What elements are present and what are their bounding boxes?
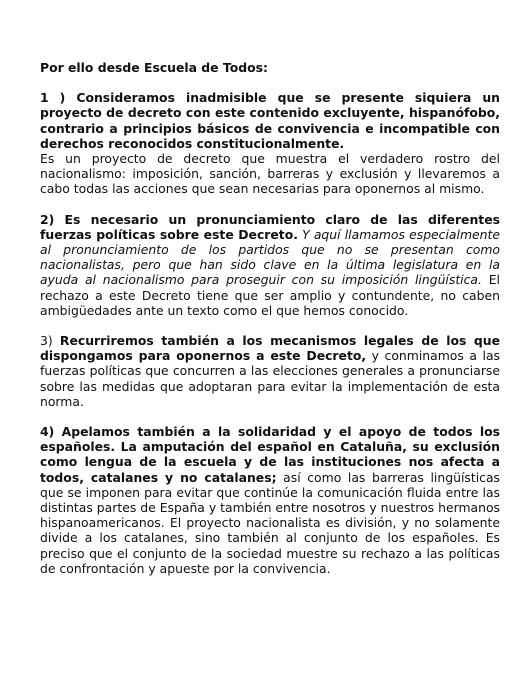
point-3-bold-text: Recurriremos también a los mecanismos legales de los que dispongamos para oponernos a este Decreto, bbox=[40, 333, 500, 364]
point-3 bbox=[40, 333, 500, 409]
point-1-body-text: Es un proyecto de decreto que muestra el verdadero rostro del nacionalismo: imposición, sanción, barreras y exclusión y llevaremos a cabo todas las acciones que sean necesarias para oponernos al mismo. bbox=[40, 151, 500, 197]
point-2 bbox=[40, 212, 500, 318]
point-3-prefix: 3) bbox=[40, 333, 53, 349]
point-2-italic-text: Y aquí llamamos especialmente al pronunciamiento de los partidos que no se presentan como nacionalistas, pero que han sido clave en la última legislatura en la ayuda al nacionalismo para proseguir con su imposición lingüística. bbox=[40, 226, 500, 288]
point-2-body-text: El rechazo a este Decreto tiene que ser amplio y contundente, no caben ambigüedades ante un texto como el que hemos conocido. bbox=[40, 272, 500, 318]
point-4 bbox=[40, 424, 500, 576]
point-3-body-text: y conminamos a las fuerzas políticas que concurren a las elecciones generales a pronunciarse sobre las medidas que adoptaran para evitar la implementación de esta norma. bbox=[40, 348, 501, 409]
point-4-body-text: así como las barreras lingüísticas que se imponen para evitar que continúe la comunicación fluida entre las distintas partes de España y también entre nosotros y nuestros hermanos hispanoamericanos. El proyecto nacionalista es división, y no solamente divide a los catalanes, sino también al conjunto de los españoles. Es preciso que el conjunto de la sociedad muestre su rechazo a las políticas de confrontación y apueste por la convivencia. bbox=[40, 469, 500, 576]
document-page bbox=[40, 60, 500, 591]
point-2-bold-text: 2) Es necesario un pronunciamiento claro de las diferentes fuerzas políticas sobre este Decreto. bbox=[40, 211, 500, 242]
point-1 bbox=[40, 90, 500, 196]
intro-heading: Por ello desde Escuela de Todos: bbox=[40, 60, 268, 75]
point-1-bold-text: 1 ) Consideramos inadmisible que se presente siquiera un proyecto de decreto con este contenido excluyente, hispanófobo, contrario a principios básicos de convivencia e incompatible con derechos reconocidos constitucionalmente. bbox=[40, 90, 500, 151]
point-4-bold-text: 4) Apelamos también a la solidaridad y el apoyo de todos los españoles. La amputación del español en Cataluña, su exclusión como lengua de la escuela y de las instituciones nos afecta a todos, catalanes y no catalanes; bbox=[40, 424, 500, 485]
